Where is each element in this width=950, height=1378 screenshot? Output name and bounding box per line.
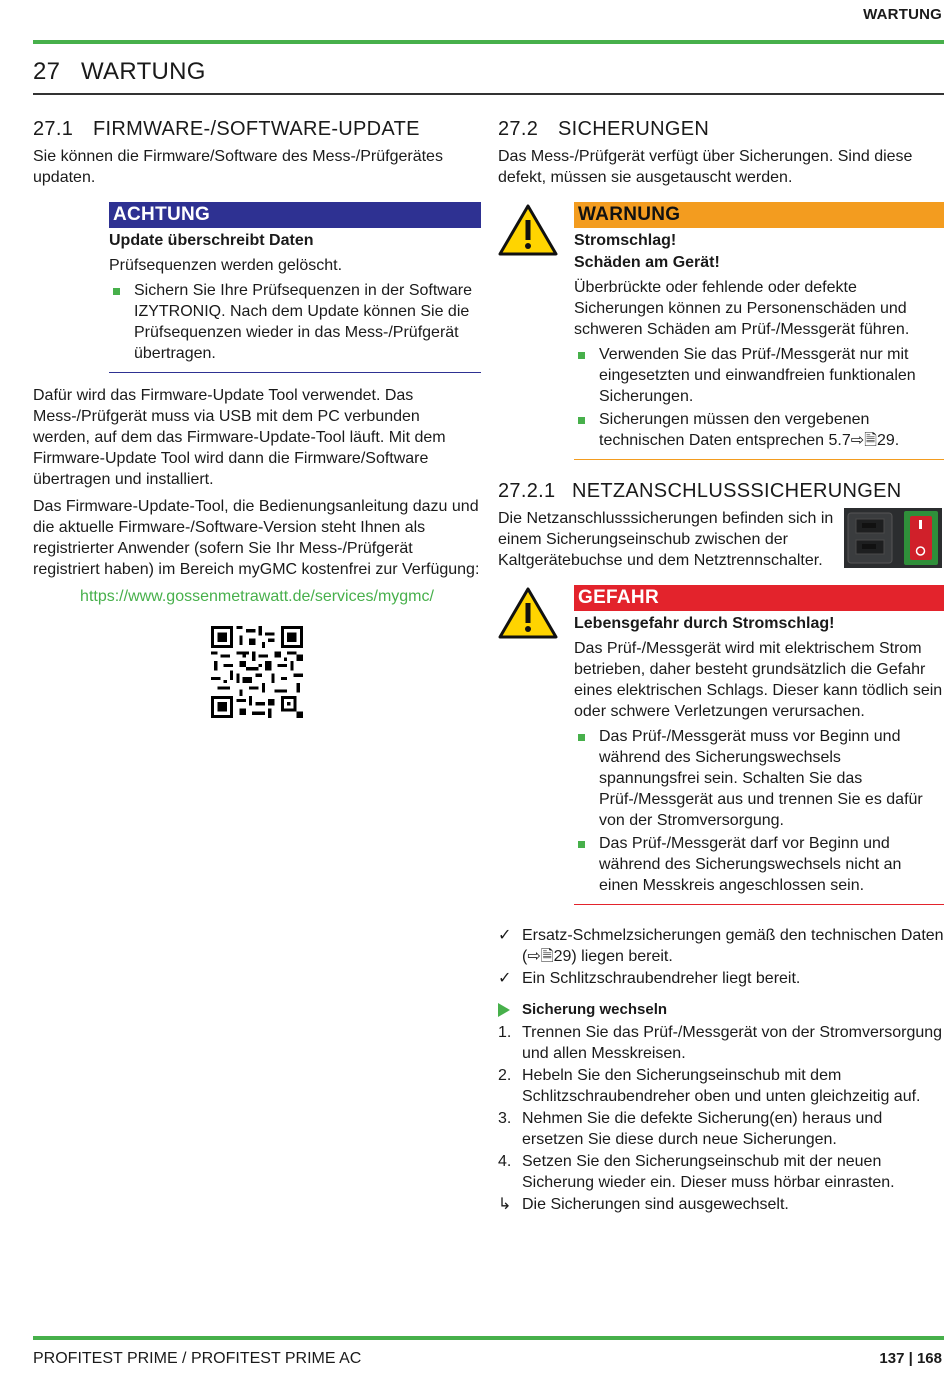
check-icon: ✓ (498, 927, 512, 944)
running-header: WARTUNG (863, 6, 942, 23)
warnung-label: WARNUNG (574, 202, 944, 228)
section-intro: Das Mess-/Prüfgerät verfügt über Sicherungen. Sind diese defekt, müssen sie ausgetauscht werden. (498, 148, 913, 186)
section-heading-27-1 (33, 118, 481, 141)
warning-triangle-icon (498, 204, 558, 256)
mygmc-link[interactable]: https://www.gossenmetrawatt.de/services/mygmc/ (80, 588, 434, 605)
danger-triangle-icon (498, 587, 558, 639)
qr-code-icon (211, 626, 303, 718)
step-item: 3. Nehmen Sie die defekte Sicherung(en) heraus und ersetzen Sie diese durch neue Sicherungen. (498, 1110, 883, 1148)
gefahr-subtitle: Lebensgefahr durch Stromschlag! (574, 615, 835, 632)
gefahr-block (498, 585, 944, 905)
gefahr-text: Das Prüf-/Messgerät wird mit elektrischem Strom betrieben, daher besteht grundsätzlich die Gefahr eines elektrischen Schlags. Dieser kann tödlich sein oder schwere Verletzungen verursachen. (574, 640, 943, 720)
page-number: 137 | 168 (879, 1350, 942, 1367)
header-rule (33, 40, 944, 44)
chapter-title (33, 58, 206, 86)
section-intro: Sie können die Firmware/Software des Mess-/Prüfgerätes updaten. (33, 148, 443, 186)
prerequisite-item: ✓ Ein Schlitzschraubendreher liegt bereit. (498, 970, 801, 987)
result-list (498, 1194, 944, 1215)
section-title: SICHERUNGEN (558, 118, 710, 140)
gefahr-notice (574, 585, 944, 905)
list-item: Das Prüf-/Messgerät muss vor Beginn und während des Sicherungswechsels spannungsfrei sein. Schalten Sie das Prüf-/Messgerät aus und trennen Sie es dafür von der Stromversorgung. (574, 726, 944, 831)
step-item: 1. Trennen Sie das Prüf-/Messgerät von der Stromversorgung und allen Messkreisen. (498, 1024, 943, 1062)
warnung-subtitle-2: Schäden am Gerät! (574, 254, 720, 271)
list-item: Sicherungen müssen den vergebenen technischen Daten entsprechen 5.7⇨🗎29. (574, 409, 944, 451)
play-arrow-icon (498, 1003, 510, 1017)
achtung-subtitle: Update überschreibt Daten (109, 232, 314, 249)
action-heading: Sicherung wechseln (498, 1001, 944, 1018)
steps-list (498, 1022, 944, 1193)
body-paragraph-2: Das Firmware-Update-Tool, die Bedienungsanleitung dazu und die aktuelle Firmware-/Software-Version steht Ihnen als registrierter Anwender (sofern Sie Ihr Mess-/Prüfgerät registriert haben) im Bereich myGMC kostenfrei zur Verfügung: (33, 498, 480, 578)
warnung-block (498, 202, 944, 460)
right-column (498, 118, 944, 1216)
chapter-rule (33, 93, 944, 95)
step-item: 2. Hebeln Sie den Sicherungseinschub mit dem Schlitzschraubendreher oben und unten gleichzeitig auf. (498, 1067, 921, 1105)
footer-rule (33, 1336, 944, 1340)
section-heading-27-2-1 (498, 480, 944, 503)
list-item: Verwenden Sie das Prüf-/Messgerät nur mit eingesetzten und einwandfreien funktionalen Sicherungen. (574, 344, 944, 407)
list-item: Das Prüf-/Messgerät darf vor Beginn und während des Sicherungswechsels nicht an einen Messkreis angeschlossen sein. (574, 833, 944, 896)
body-paragraph-1: Dafür wird das Firmware-Update Tool verwendet. Das Mess-/Prüfgerät muss via USB mit dem PC verbunden werden, auf dem das Firmware-Update-Tool läuft. Mit dem Firmware-Update Tool wird dann die Firmware/Software übertragen und installiert. (33, 387, 446, 488)
section-title: FIRMWARE-/SOFTWARE-UPDATE (93, 118, 420, 140)
section-intro: Die Netzanschlusssicherungen befinden sich in einem Sicherungseinschub zwischen der Kaltgerätebuchse und dem Netztrennschalter. (498, 510, 834, 569)
chapter-title-text: WARTUNG (81, 58, 206, 85)
warnung-bullets (574, 344, 944, 451)
achtung-label: ACHTUNG (109, 202, 481, 228)
fuse-intro-row (498, 508, 944, 571)
step-item: 4. Setzen Sie den Sicherungseinschub mit der neuen Sicherung wieder ein. Dieser muss hörbar einrasten. (498, 1153, 895, 1191)
section-number: 27.2 (498, 118, 539, 140)
left-column (33, 118, 481, 718)
section-heading-27-2 (498, 118, 944, 141)
achtung-notice (109, 202, 481, 373)
gefahr-label: GEFAHR (574, 585, 944, 611)
list-item: Sichern Sie Ihre Prüfsequenzen in der Software IZYTRONIQ. Nach dem Update können Sie die Prüfsequenzen wieder in das Mess-/Prüfgerät übertragen. (109, 280, 481, 364)
warnung-notice (574, 202, 944, 460)
achtung-bullets (109, 280, 481, 364)
section-title: NETZANSCHLUSSSICHERUNGEN (572, 480, 902, 502)
result-item: ↳ Die Sicherungen sind ausgewechselt. (498, 1196, 789, 1213)
footer-product: PROFITEST PRIME / PROFITEST PRIME AC (33, 1350, 362, 1367)
prerequisites-list (498, 925, 944, 989)
section-number: 27.2.1 (498, 480, 556, 502)
warnung-text: Überbrückte oder fehlende oder defekte Sicherungen können zu Personenschäden und schweren Schäden am Prüf-/Messgerät führen. (574, 279, 910, 338)
section-number: 27.1 (33, 118, 74, 140)
warnung-subtitle-1: Stromschlag! (574, 232, 677, 249)
prerequisite-item: ✓ Ersatz-Schmelzsicherungen gemäß den technischen Daten (⇨🗎29) liegen bereit. (498, 927, 944, 965)
result-arrow-icon: ↳ (498, 1196, 512, 1213)
achtung-text: Prüfsequenzen werden gelöscht. (109, 257, 343, 274)
gefahr-bullets (574, 726, 944, 896)
chapter-number: 27 (33, 58, 61, 85)
fuse-holder-photo (844, 508, 942, 568)
check-icon: ✓ (498, 970, 512, 987)
